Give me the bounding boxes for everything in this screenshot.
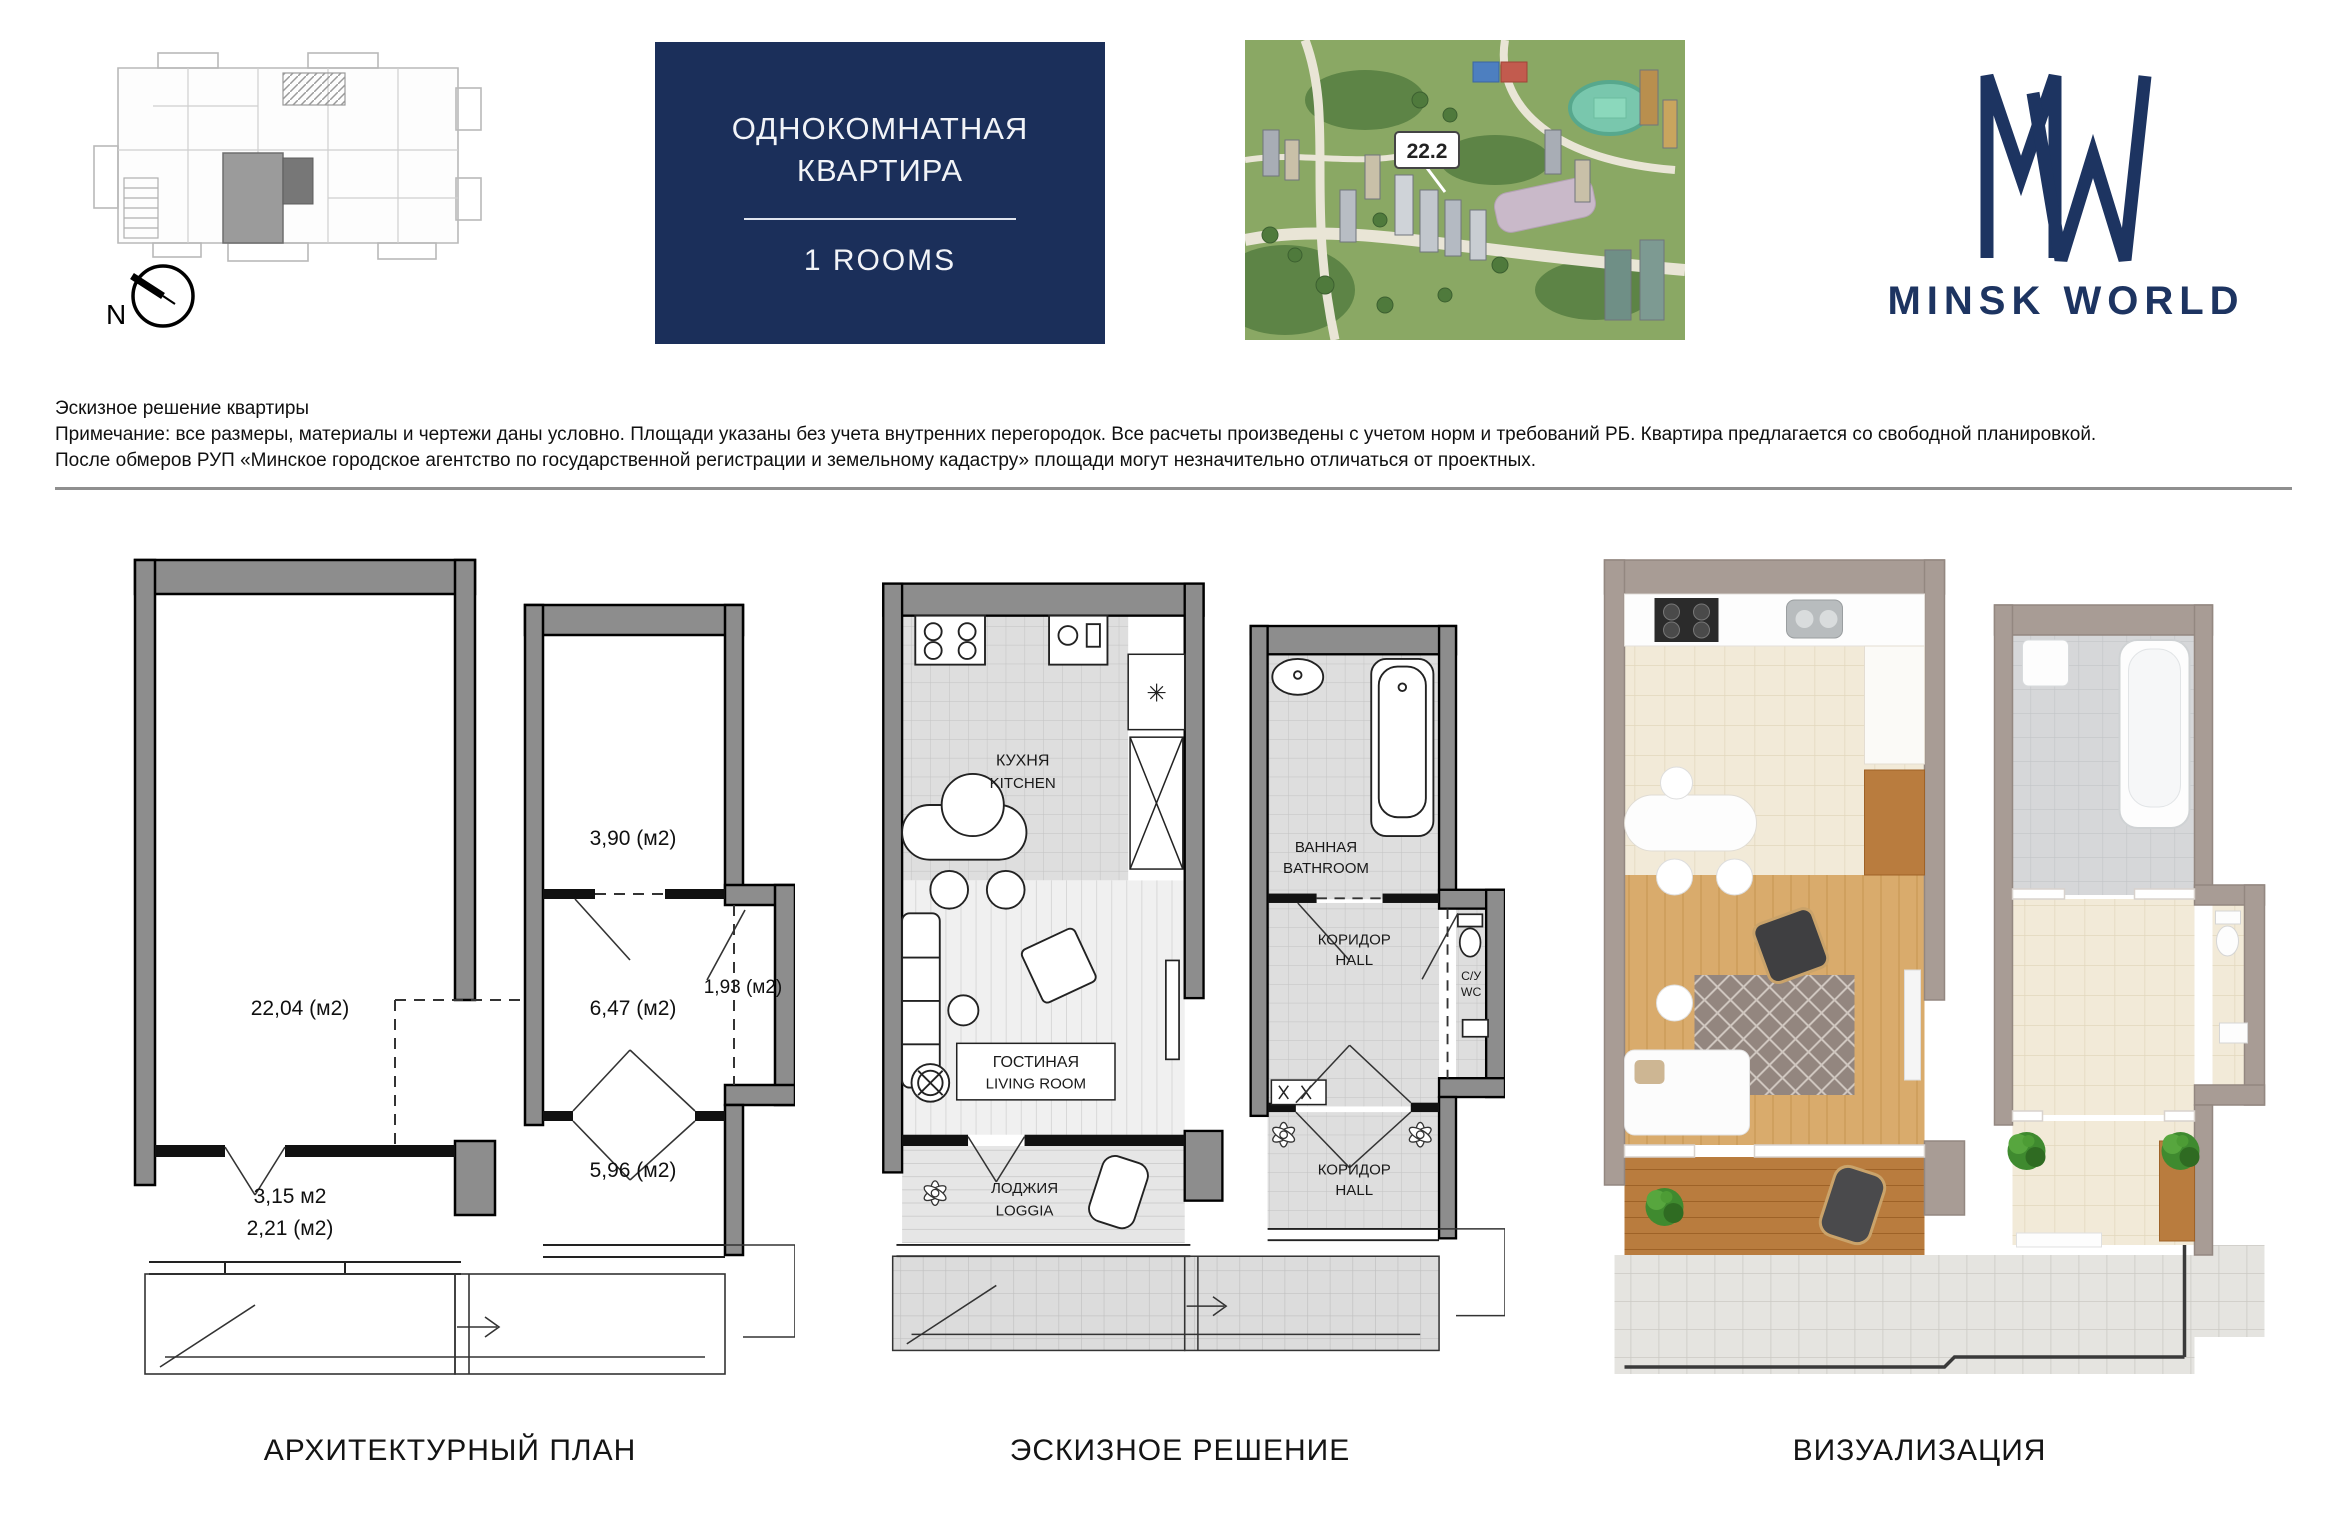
label-bathroom-en: BATHROOM: [1283, 859, 1369, 877]
wheel-icon: [912, 1064, 950, 1102]
area-labels: [247, 827, 783, 1240]
wardrobe: [1865, 770, 1925, 875]
disclaimer-block: [55, 396, 2295, 474]
label-loggia-ru: ЛОДЖИЯ: [991, 1180, 1059, 1198]
court-red: [1501, 62, 1527, 82]
building-number-label: 22.2: [1406, 140, 1448, 163]
aerial-map: [1245, 40, 1685, 340]
plant-icon: [2162, 1132, 2200, 1170]
plant-icon: [2008, 1132, 2046, 1170]
visualization-render: [1552, 545, 2287, 1390]
label-hall2-en: HALL: [1335, 1182, 1374, 1199]
court-blue: [1473, 62, 1499, 82]
apartment-type-line2: КВАРТИРА: [796, 153, 964, 188]
compass-label: N: [106, 299, 127, 330]
disclaimer-line-1: Эскизное решение квартиры: [55, 398, 310, 419]
sink-icon: [1787, 600, 1843, 638]
highlighted-unit-part: [283, 158, 313, 204]
caption-sketch-plan: ЭСКИЗНОЕ РЕШЕНИЕ: [1009, 1434, 1351, 1467]
toilet: [2216, 911, 2241, 956]
plant-icon: [1646, 1188, 1684, 1226]
bath-basin: [2023, 640, 2069, 686]
label-hall-en: HALL: [1335, 952, 1374, 970]
washbasin-icon: [1272, 659, 1323, 695]
doormat-icon: [1271, 1080, 1326, 1104]
apartment-type-line1: ОДНОКОМНАТНАЯ: [731, 111, 1029, 146]
caption-visualization: ВИЗУАЛИЗАЦИЯ: [1792, 1434, 2047, 1467]
wc-basin: [2220, 1023, 2248, 1043]
brand-name: MINSK WORLD: [1887, 279, 2245, 323]
apartment-type-card: [655, 42, 1105, 344]
building-overview-plan: [58, 28, 523, 353]
outer-walls: [135, 560, 795, 1255]
label-hall2-ru: КОРИДОР: [1317, 1161, 1391, 1179]
area-hall: 6,47 (м2): [589, 997, 677, 1020]
label-hall-ru: КОРИДОР: [1317, 931, 1391, 949]
area-wc: 1,93 (м2): [703, 977, 783, 998]
sink-icon: [1049, 616, 1107, 665]
caption-architectural-plan: АРХИТЕКТУРНЫЙ ПЛАН: [263, 1434, 637, 1467]
tv-unit-icon: [1166, 960, 1179, 1059]
side-table-icon: [948, 995, 978, 1025]
bathtub-icon: [1371, 659, 1433, 836]
sports-field: [1570, 82, 1650, 134]
stove-icon: [915, 616, 985, 665]
label-wc-ru: С/У: [1461, 969, 1482, 984]
brand-logo: [1855, 48, 2275, 338]
label-kitchen-ru: КУХНЯ: [995, 752, 1050, 770]
disclaimer-line-2: Примечание: все размеры, материалы и чертежи даны условно. Площади указаны без учета внутренних перегородок. Все расчеты произведены с учетом норм и требований РБ. Квартира предлагается со свободной планировкой.: [55, 424, 2097, 445]
free-plan-dashed-lines: [395, 894, 734, 1145]
loggia-window: [149, 1245, 725, 1274]
boiler-icon: ✳: [1146, 680, 1167, 708]
toilet-icon: [1458, 914, 1482, 956]
kitchen-cabinet: [1865, 646, 1925, 764]
horizontal-rule: [55, 487, 2292, 490]
bathtub: [2120, 640, 2190, 828]
area-loggia-total: 3,15 м2: [253, 1185, 327, 1208]
stove-icon: [1655, 598, 1719, 642]
label-bathroom-ru: ВАННАЯ: [1294, 839, 1358, 857]
mw-monogram-icon: [1987, 76, 2145, 260]
compass-icon: [106, 266, 193, 330]
highlighted-unit: [223, 153, 283, 243]
divider-line: [744, 218, 1016, 220]
label-loggia-en: LOGGIA: [995, 1202, 1054, 1220]
rooms-count-label: 1 ROOMS: [803, 244, 957, 277]
disclaimer-line-3: После обмеров РУП «Минское городское агентство по государственной регистрации и земельному кадастру» площади могут незначительно отличаться от проектных.: [55, 450, 1537, 471]
coffee-table: [1657, 985, 1693, 1021]
area-loggia-reduced: 2,21 (м2): [246, 1217, 334, 1240]
wc-basin-icon: [1463, 1020, 1488, 1037]
sofa-white: [1625, 1050, 1750, 1135]
architectural-plan-drawing: [105, 545, 795, 1390]
roof-hatch: [283, 73, 345, 105]
label-living-en: LIVING ROOM: [985, 1075, 1087, 1093]
label-kitchen-en: KITCHEN: [989, 775, 1056, 793]
area-bathroom: 3,90 (м2): [589, 827, 677, 850]
media-unit: [1905, 970, 1921, 1080]
partitions: [155, 889, 725, 1157]
label-wc-en: WC: [1460, 985, 1482, 1000]
wardrobe-icon: [1130, 737, 1183, 869]
area-living-room: 22,04 (м2): [250, 997, 350, 1020]
terrace-outline: [145, 1245, 795, 1374]
area-hall2: 5,96 (м2): [589, 1159, 677, 1182]
sofa-icon: [902, 913, 940, 1087]
hall-console: [2017, 1233, 2102, 1247]
label-living-ru: ГОСТИНАЯ: [992, 1053, 1080, 1071]
sketch-plan-drawing: [855, 545, 1505, 1390]
